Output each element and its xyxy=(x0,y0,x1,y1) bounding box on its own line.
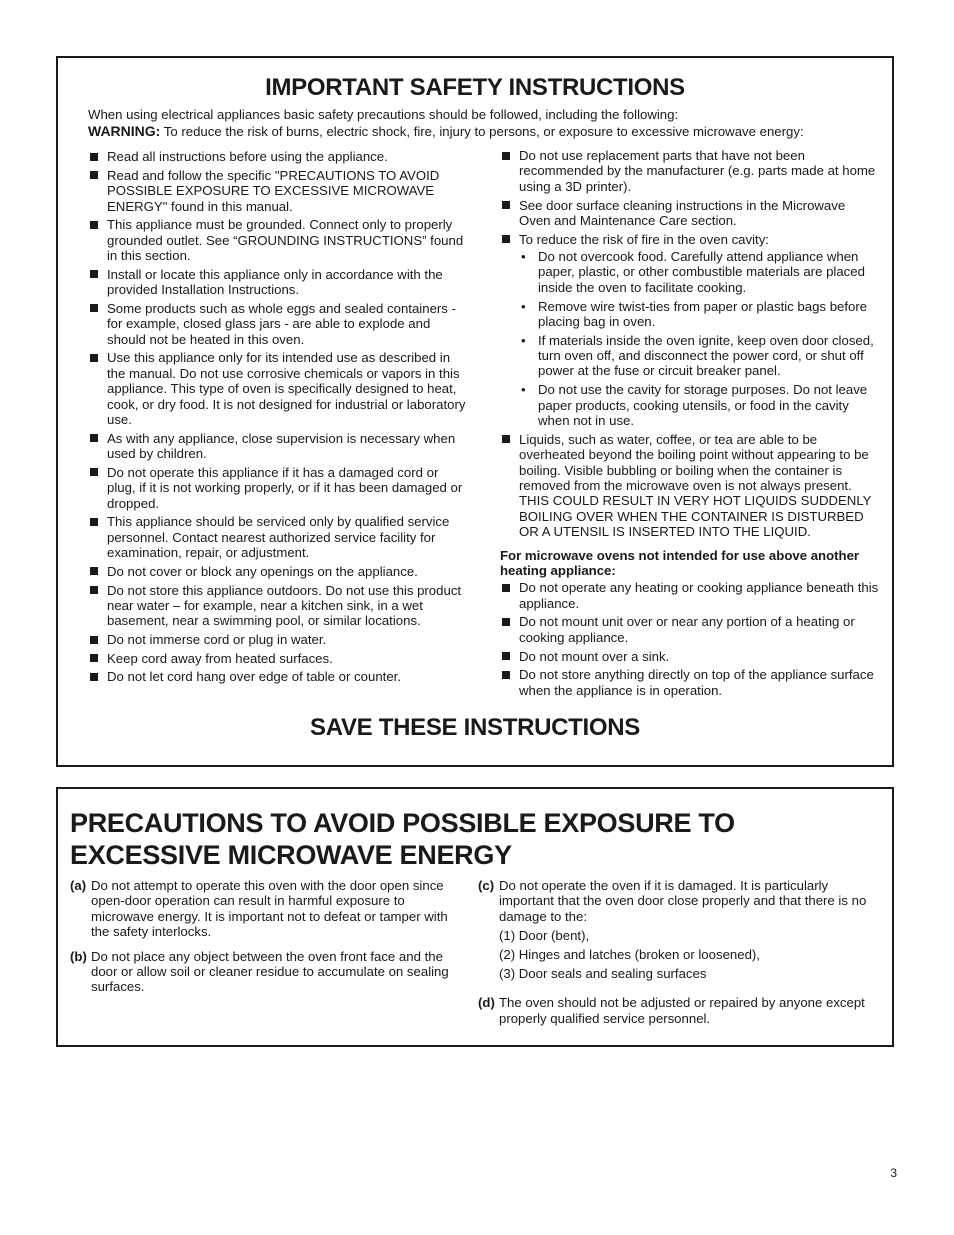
list-item-text: To reduce the risk of fire in the oven cavity: xyxy=(519,231,769,247)
list-item: Some products such as whole eggs and sealed containers - for example, closed glass jars - are able to explode and should not be heated in this oven. xyxy=(88,301,468,347)
sub-list-item: • Remove wire twist-ties from paper or plastic bags before placing bag in oven. xyxy=(519,299,880,330)
precautions-left-column xyxy=(70,878,468,1004)
precaution-item-d xyxy=(478,995,874,1026)
list-item: Do not let cord hang over edge of table or counter. xyxy=(88,669,468,684)
precaution-item-b xyxy=(70,949,468,995)
item-label: (c) xyxy=(478,878,495,893)
precautions-box xyxy=(56,787,894,1047)
list-item: Do not cover or block any openings on the appliance. xyxy=(88,564,468,579)
list-item: Do not operate any heating or cooking appliance beneath this appliance. xyxy=(500,580,880,611)
list-item: Read and follow the specific "PRECAUTIONS TO AVOID POSSIBLE EXPOSURE TO EXCESSIVE MICROWAVE ENERGY" found in this manual. xyxy=(88,168,468,214)
safety-right-column xyxy=(500,148,880,701)
list-item: This appliance should be serviced only by qualified service personnel. Contact nearest authorized service facility for examination, repair, or adjustment. xyxy=(88,514,468,560)
list-item: This appliance must be grounded. Connect only to properly grounded outlet. See “GROUNDING INSTRUCTIONS” found in this section. xyxy=(88,217,468,263)
list-item: Do not immerse cord or plug in water. xyxy=(88,632,468,647)
list-item: Do not mount unit over or near any portion of a heating or cooking appliance. xyxy=(500,614,880,645)
item-text: Do not place any object between the oven front face and the door or allow soil or cleaner residue to accumulate on sealing surfaces. xyxy=(91,948,449,995)
list-item: Install or locate this appliance only in accordance with the provided Installation Instructions. xyxy=(88,267,468,298)
safety-left-column xyxy=(88,149,468,688)
item-label: (d) xyxy=(478,995,495,1011)
item-label: (a) xyxy=(70,878,87,893)
item-text: The oven should not be adjusted or repaired by anyone except properly qualified service personnel. xyxy=(499,995,865,1026)
list-item: Do not use replacement parts that have not been recommended by the manufacturer (e.g. parts made at home using a 3D printer). xyxy=(500,148,880,194)
list-item: Do not store anything directly on top of the appliance surface when the appliance is in operation. xyxy=(500,667,880,698)
item-text: Do not attempt to operate this oven with the door open since open-door operation can result in harmful exposure to microwave energy. It is important not to defeat or tamper with the safety interlocks. xyxy=(91,878,448,940)
sub-list-item: • Do not overcook food. Carefully attend appliance when paper, plastic, or other combustible materials are placed inside the oven to facilitate cooking. xyxy=(519,249,880,295)
warning-text xyxy=(88,123,804,140)
sub-list-item: • If materials inside the oven ignite, keep oven door closed, turn oven off, and disconnect the power cord, or shut off power at the fuse or circuit breaker panel. xyxy=(519,333,880,379)
item-text: Do not operate the oven if it is damaged. It is particularly important that the oven door close properly and that there is no damage to the: xyxy=(499,878,867,924)
list-item: Keep cord away from heated surfaces. xyxy=(88,651,468,666)
sub-item: (3) Door seals and sealing surfaces xyxy=(499,966,707,982)
safety-instructions-box xyxy=(56,56,894,767)
list-item: Use this appliance only for its intended use as described in the manual. Do not use corrosive chemicals or vapors in this appliance. This type of oven is specifically designed to heat, cook, or dry food. It is not designed for industrial or laboratory use. xyxy=(88,350,468,427)
sub-item: (1) Door (bent), xyxy=(499,928,590,944)
list-item-fire-risk xyxy=(500,232,880,429)
page-number: 3 xyxy=(890,1166,897,1180)
warning-body: To reduce the risk of burns, electric shock, fire, injury to persons, or exposure to excessive microwave energy: xyxy=(160,124,804,139)
sub-item: (2) Hinges and latches (broken or loosened), xyxy=(499,947,760,963)
sub-list-item: • Do not use the cavity for storage purposes. Do not leave paper products, cooking utensils, or food in the cavity when not in use. xyxy=(519,382,880,428)
safety-right-list xyxy=(500,148,880,540)
subheading: For microwave ovens not intended for use above another heating appliance: xyxy=(500,547,860,578)
safety-right-list-b xyxy=(500,580,880,698)
list-item: See door surface cleaning instructions in the Microwave Oven and Maintenance Care section. xyxy=(500,198,880,229)
precaution-item-a xyxy=(70,878,468,940)
list-item: Do not operate this appliance if it has a damaged cord or plug, if it is not working properly, or if it has been damaged or dropped. xyxy=(88,465,468,511)
list-item: Do not mount over a sink. xyxy=(500,649,880,664)
item-label: (b) xyxy=(70,948,87,964)
save-instructions-title: SAVE THESE INSTRUCTIONS xyxy=(309,714,641,741)
fire-sublist xyxy=(519,249,880,428)
precautions-title: PRECAUTIONS TO AVOID POSSIBLE EXPOSURE TO EXCESSIVE MICROWAVE ENERGY xyxy=(70,808,735,870)
list-item: As with any appliance, close supervision is necessary when used by children. xyxy=(88,431,468,462)
warning-label: WARNING: xyxy=(88,123,161,139)
safety-title: IMPORTANT SAFETY INSTRUCTIONS xyxy=(265,74,685,101)
list-item: Do not store this appliance outdoors. Do not use this product near water – for example, near a kitchen sink, in a wet basement, near a swimming pool, or similar locations. xyxy=(88,583,468,629)
safety-left-list xyxy=(88,149,468,685)
list-item: Read all instructions before using the appliance. xyxy=(88,149,468,164)
precautions-right-column xyxy=(478,878,874,1035)
damage-sublist xyxy=(499,928,874,981)
list-item: Liquids, such as water, coffee, or tea are able to be overheated beyond the boiling point without appearing to be boiling. Visible bubbling or boiling when the container is removed from the microwave oven is not always present. THIS COULD RESULT IN VERY HOT LIQUIDS SUDDENLY BOILING OVER WHEN THE CONTAINER IS DISTURBED OR A UTENSIL IS INSERTED INTO THE LIQUID. xyxy=(500,432,880,540)
precaution-item-c xyxy=(478,878,874,981)
intro-text: When using electrical appliances basic safety precautions should be followed, including the following: xyxy=(88,107,679,122)
